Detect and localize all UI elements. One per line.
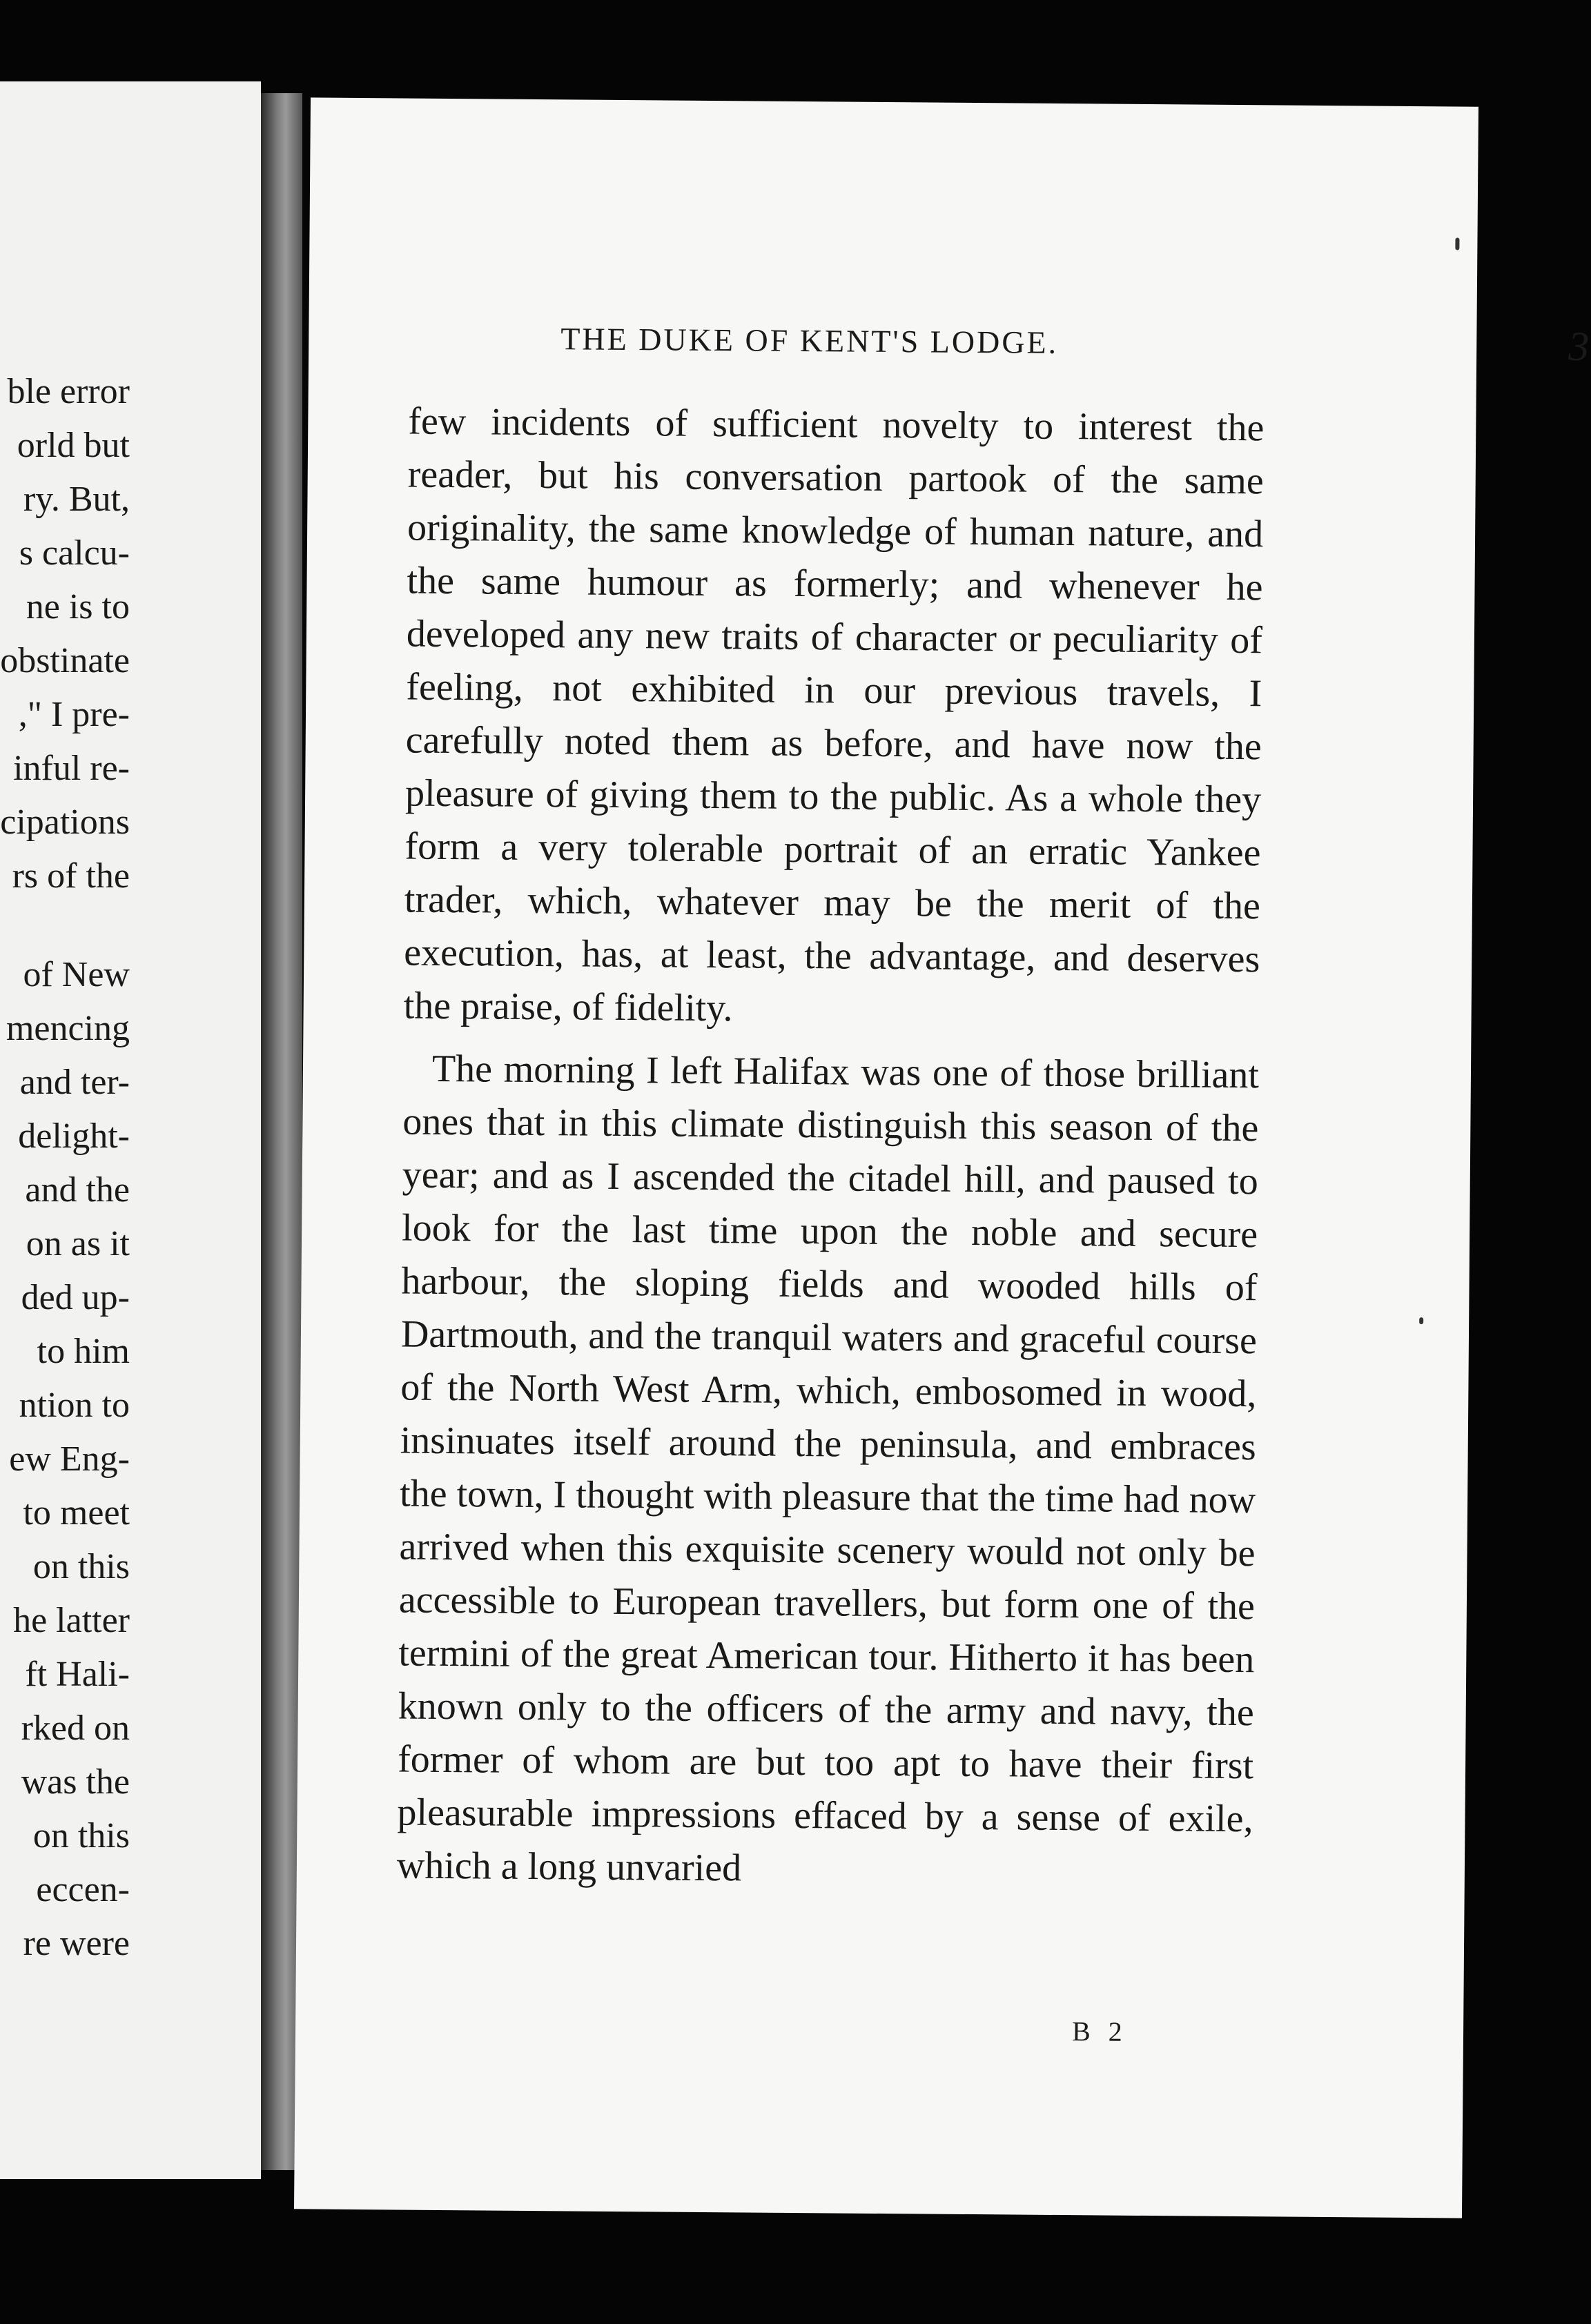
left-line: cipations (0, 802, 130, 842)
left-line: and ter- (19, 1063, 130, 1102)
left-line: ne is to (26, 587, 130, 627)
left-line: on this (32, 1816, 130, 1855)
left-line: to him (37, 1332, 130, 1371)
left-line: to meet (23, 1493, 130, 1533)
left-line: was the (21, 1762, 130, 1802)
paragraph: The morning I left Halifax was one of those brilliant ones that in this climate distinguish this season of the year; and as I ascended the citadel hill, and paused to look for the last time upon the noble and secure harbour, the sloping fields and wooded hills of Dartmouth, and the tranquil waters and graceful course of the North West Arm, which, embosomed in wood, insinuates itself around the peninsula, and embraces the town, I thought with pleasure that the time had now arrived when this exquisite scenery would not only be accessible to European travellers, but form one of the termini of the great American tour. Hitherto it has been known only to the officers of the army and navy, the former of whom are but too apt to have their first pleasurable impressions effaced by a sense of exile, which a long unvaried (396, 1047, 1260, 1890)
left-line: inful re- (13, 749, 130, 788)
left-line: re were (23, 1924, 130, 1963)
left-line: he latter (13, 1601, 130, 1640)
scan-speck (1455, 237, 1459, 250)
left-line: on as it (26, 1224, 130, 1263)
left-line: on this (32, 1547, 130, 1586)
left-line: orld but (17, 426, 130, 465)
left-line: s calcu- (19, 533, 130, 573)
running-head: THE DUKE OF KENT'S LODGE. (560, 321, 1059, 360)
left-line: rs of the (12, 856, 130, 896)
right-page (294, 97, 1590, 2218)
body-text (397, 395, 1265, 1900)
left-line: and the (25, 1170, 130, 1210)
left-page (0, 81, 261, 2179)
scan-speck (1419, 1317, 1423, 1324)
page-header (560, 320, 1590, 377)
paragraph: few incidents of sufficient novelty to interest the reader, but his conversation partook of the same originality, the same knowledge of human nature, and the same humour as formerly; and whenever he developed any new traits of character or peculiarity of feeling, not exhibited in our previous travels, I carefully noted them as before, and have now the pleasure of giving them to the public. As a whole they form a very tolerable portrait of an erratic Yankee trader, which, whatever may be the merit of the execution, has, at least, the advantage, and deserves the praise, of fidelity. (403, 400, 1265, 1030)
left-line: ded up- (21, 1278, 130, 1317)
left-line: ry. But, (23, 480, 130, 519)
page-number: 3 (1568, 323, 1590, 369)
left-line: obstinate (0, 641, 130, 680)
left-line: ft Hali- (25, 1655, 130, 1694)
left-line: ," I pre- (18, 695, 130, 734)
left-line: mencing (6, 1009, 130, 1048)
left-line: ble error (7, 372, 130, 411)
left-line: ntion to (19, 1386, 130, 1425)
left-line: rked on (21, 1708, 130, 1748)
left-line: delight- (18, 1116, 130, 1156)
left-line: of New (23, 955, 130, 994)
left-line: eccen- (36, 1870, 130, 1909)
signature-mark: B 2 (1071, 2016, 1128, 2047)
left-line: ew Eng- (9, 1439, 130, 1479)
